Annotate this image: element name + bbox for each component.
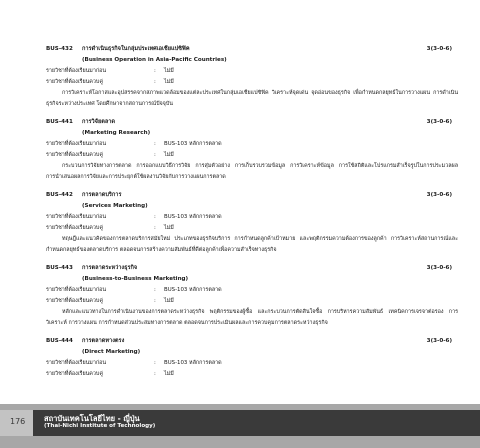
prerequisite-row (46, 212, 458, 223)
corequisite-label: รายวิชาที่ต้องเรียนควบคู่ (46, 225, 103, 231)
course-entry (46, 44, 458, 110)
page-number: 176 (10, 417, 26, 426)
prerequisite-value: BUS-103 หลักการตลาด (164, 287, 222, 293)
corequisite-label: รายวิชาที่ต้องเรียนควบคู่ (46, 371, 103, 377)
corequisite-row (46, 296, 458, 307)
course-entry (46, 117, 458, 183)
colon: : (154, 79, 156, 85)
course-credits: 3(3-0-6) (426, 265, 452, 271)
course-description: การวิเคราะห์โอกาสและอุปสรรคจากสภาพแวดล้อมของแต่ละประเทศในกลุ่มเอเชียแปซิฟิค วิเคราะห์จุดเด่น จุดอ่อนของธุรกิจ เพื่อกำหนดกลยุทธ์ในการวางแผน การดำเนินธุรกิจระหว่างประเทศ โดยศึกษาจากสถานการณ์ปัจจุบัน (46, 90, 458, 107)
corequisite-row (46, 150, 458, 161)
prerequisite-label: รายวิชาที่ต้องเรียนมาก่อน (46, 141, 107, 147)
corequisite-label: รายวิชาที่ต้องเรียนควบคู่ (46, 298, 103, 304)
institute-name-english: (Thai-Nichi Institute of Technology) (44, 423, 156, 429)
prerequisite-label: รายวิชาที่ต้องเรียนมาก่อน (46, 287, 107, 293)
course-title-thai: การตลาดทางตรง (82, 338, 125, 344)
corequisite-value: ไม่มี (164, 152, 174, 158)
corequisite-value: ไม่มี (164, 371, 174, 377)
course-title-english: (Marketing Research) (82, 130, 151, 136)
corequisite-label: รายวิชาที่ต้องเรียนควบคู่ (46, 79, 103, 85)
course-credits: 3(3-0-6) (426, 119, 452, 125)
course-credits: 3(3-0-6) (426, 338, 452, 344)
prerequisite-row (46, 358, 458, 369)
course-credits: 3(3-0-6) (426, 192, 452, 198)
colon: : (154, 371, 156, 377)
course-code: BUS-441 (46, 119, 73, 125)
colon: : (154, 152, 156, 158)
colon: : (154, 287, 156, 293)
course-title-english: (Direct Marketing) (82, 349, 141, 355)
course-code: BUS-432 (46, 46, 73, 52)
prerequisite-row (46, 139, 458, 150)
corequisite-row (46, 223, 458, 234)
colon: : (154, 68, 156, 74)
prerequisite-label: รายวิชาที่ต้องเรียนมาก่อน (46, 214, 107, 220)
course-title-english: (Services Marketing) (82, 203, 148, 209)
prerequisite-value: BUS-103 หลักการตลาด (164, 360, 222, 366)
corequisite-label: รายวิชาที่ต้องเรียนควบคู่ (46, 152, 103, 158)
prerequisite-value: BUS-103 หลักการตลาด (164, 141, 222, 147)
course-entry (46, 263, 458, 329)
course-code: BUS-444 (46, 338, 73, 344)
course-entry (46, 190, 458, 256)
corequisite-row (46, 369, 458, 380)
colon: : (154, 214, 156, 220)
course-list (46, 44, 458, 387)
course-title-thai: การตลาดบริการ (82, 192, 122, 198)
course-description: กระบวนการวิจัยทางการตลาด การออกแบบวิธีการวิจัย การสุ่มตัวอย่าง การเก็บรวบรวมข้อมูล การวิเคราะห์ข้อมูล การใช้สถิติและโปรแกรมสำเร็จรูปในการประมวลผล การนำเสนอผลการวิจัยและการประยุกต์ใช้ผลงานวิจัยกับการวางแผนการตลาด (46, 163, 458, 180)
corequisite-value: ไม่มี (164, 298, 174, 304)
colon: : (154, 141, 156, 147)
prerequisite-row (46, 66, 458, 77)
prerequisite-row (46, 285, 458, 296)
colon: : (154, 298, 156, 304)
prerequisite-value: ไม่มี (164, 68, 174, 74)
corequisite-row (46, 77, 458, 88)
course-credits: 3(3-0-6) (426, 46, 452, 52)
course-description: ทฤษฎีและแนวคิดของการตลาดบริการสมัยใหม่ ประเภทของธุรกิจบริการ การกำหนดลูกค้าเป้าหมาย และพฤติกรรมความต้องการของลูกค้า การวิเคราะห์สถานการณ์และกำหนดกลยุทธ์ของตลาดบริการ ตลอดจนการสร้างความสัมพันธ์ที่ดีต่อลูกค้าเพื่อความสำเร็จทางธุรกิจ (46, 236, 458, 253)
institute-name-thai: สถาบันเทคโนโลยีไทย - ญี่ปุ่น (44, 414, 140, 423)
course-title-english: (Business-to-Business Marketing) (82, 276, 189, 282)
corequisite-value: ไม่มี (164, 79, 174, 85)
corequisite-value: ไม่มี (164, 225, 174, 231)
course-code: BUS-443 (46, 265, 73, 271)
course-title-thai: การดำเนินธุรกิจในกลุ่มประเทศเอเชียแปซิฟิค (82, 46, 190, 52)
course-title-thai: การตลาดระหว่างธุรกิจ (82, 265, 138, 271)
prerequisite-value: BUS-103 หลักการตลาด (164, 214, 222, 220)
course-title-english: (Business Operation in Asia-Pacific Countries) (82, 57, 227, 63)
prerequisite-label: รายวิชาที่ต้องเรียนมาก่อน (46, 360, 107, 366)
course-code: BUS-442 (46, 192, 73, 198)
colon: : (154, 225, 156, 231)
course-description: หลักและแนวทางในการดำเนินงานของการตลาดระหว่างธุรกิจ พฤติกรรมของผู้ซื้อ และกระบวนการตัดสินใจซื้อ การบริหารความสัมพันธ์ เทคนิคการเจรจาต่อรอง การวิเคราะห์ การวางแผน การกำหนดส่วนประสมทางการตลาด ตลอดจนการประเมินผลและการควบคุมการตลาดระหว่างธุรกิจ (46, 309, 458, 326)
colon: : (154, 360, 156, 366)
course-title-thai: การวิจัยตลาด (82, 119, 116, 125)
prerequisite-label: รายวิชาที่ต้องเรียนมาก่อน (46, 68, 107, 74)
course-entry (46, 336, 458, 380)
